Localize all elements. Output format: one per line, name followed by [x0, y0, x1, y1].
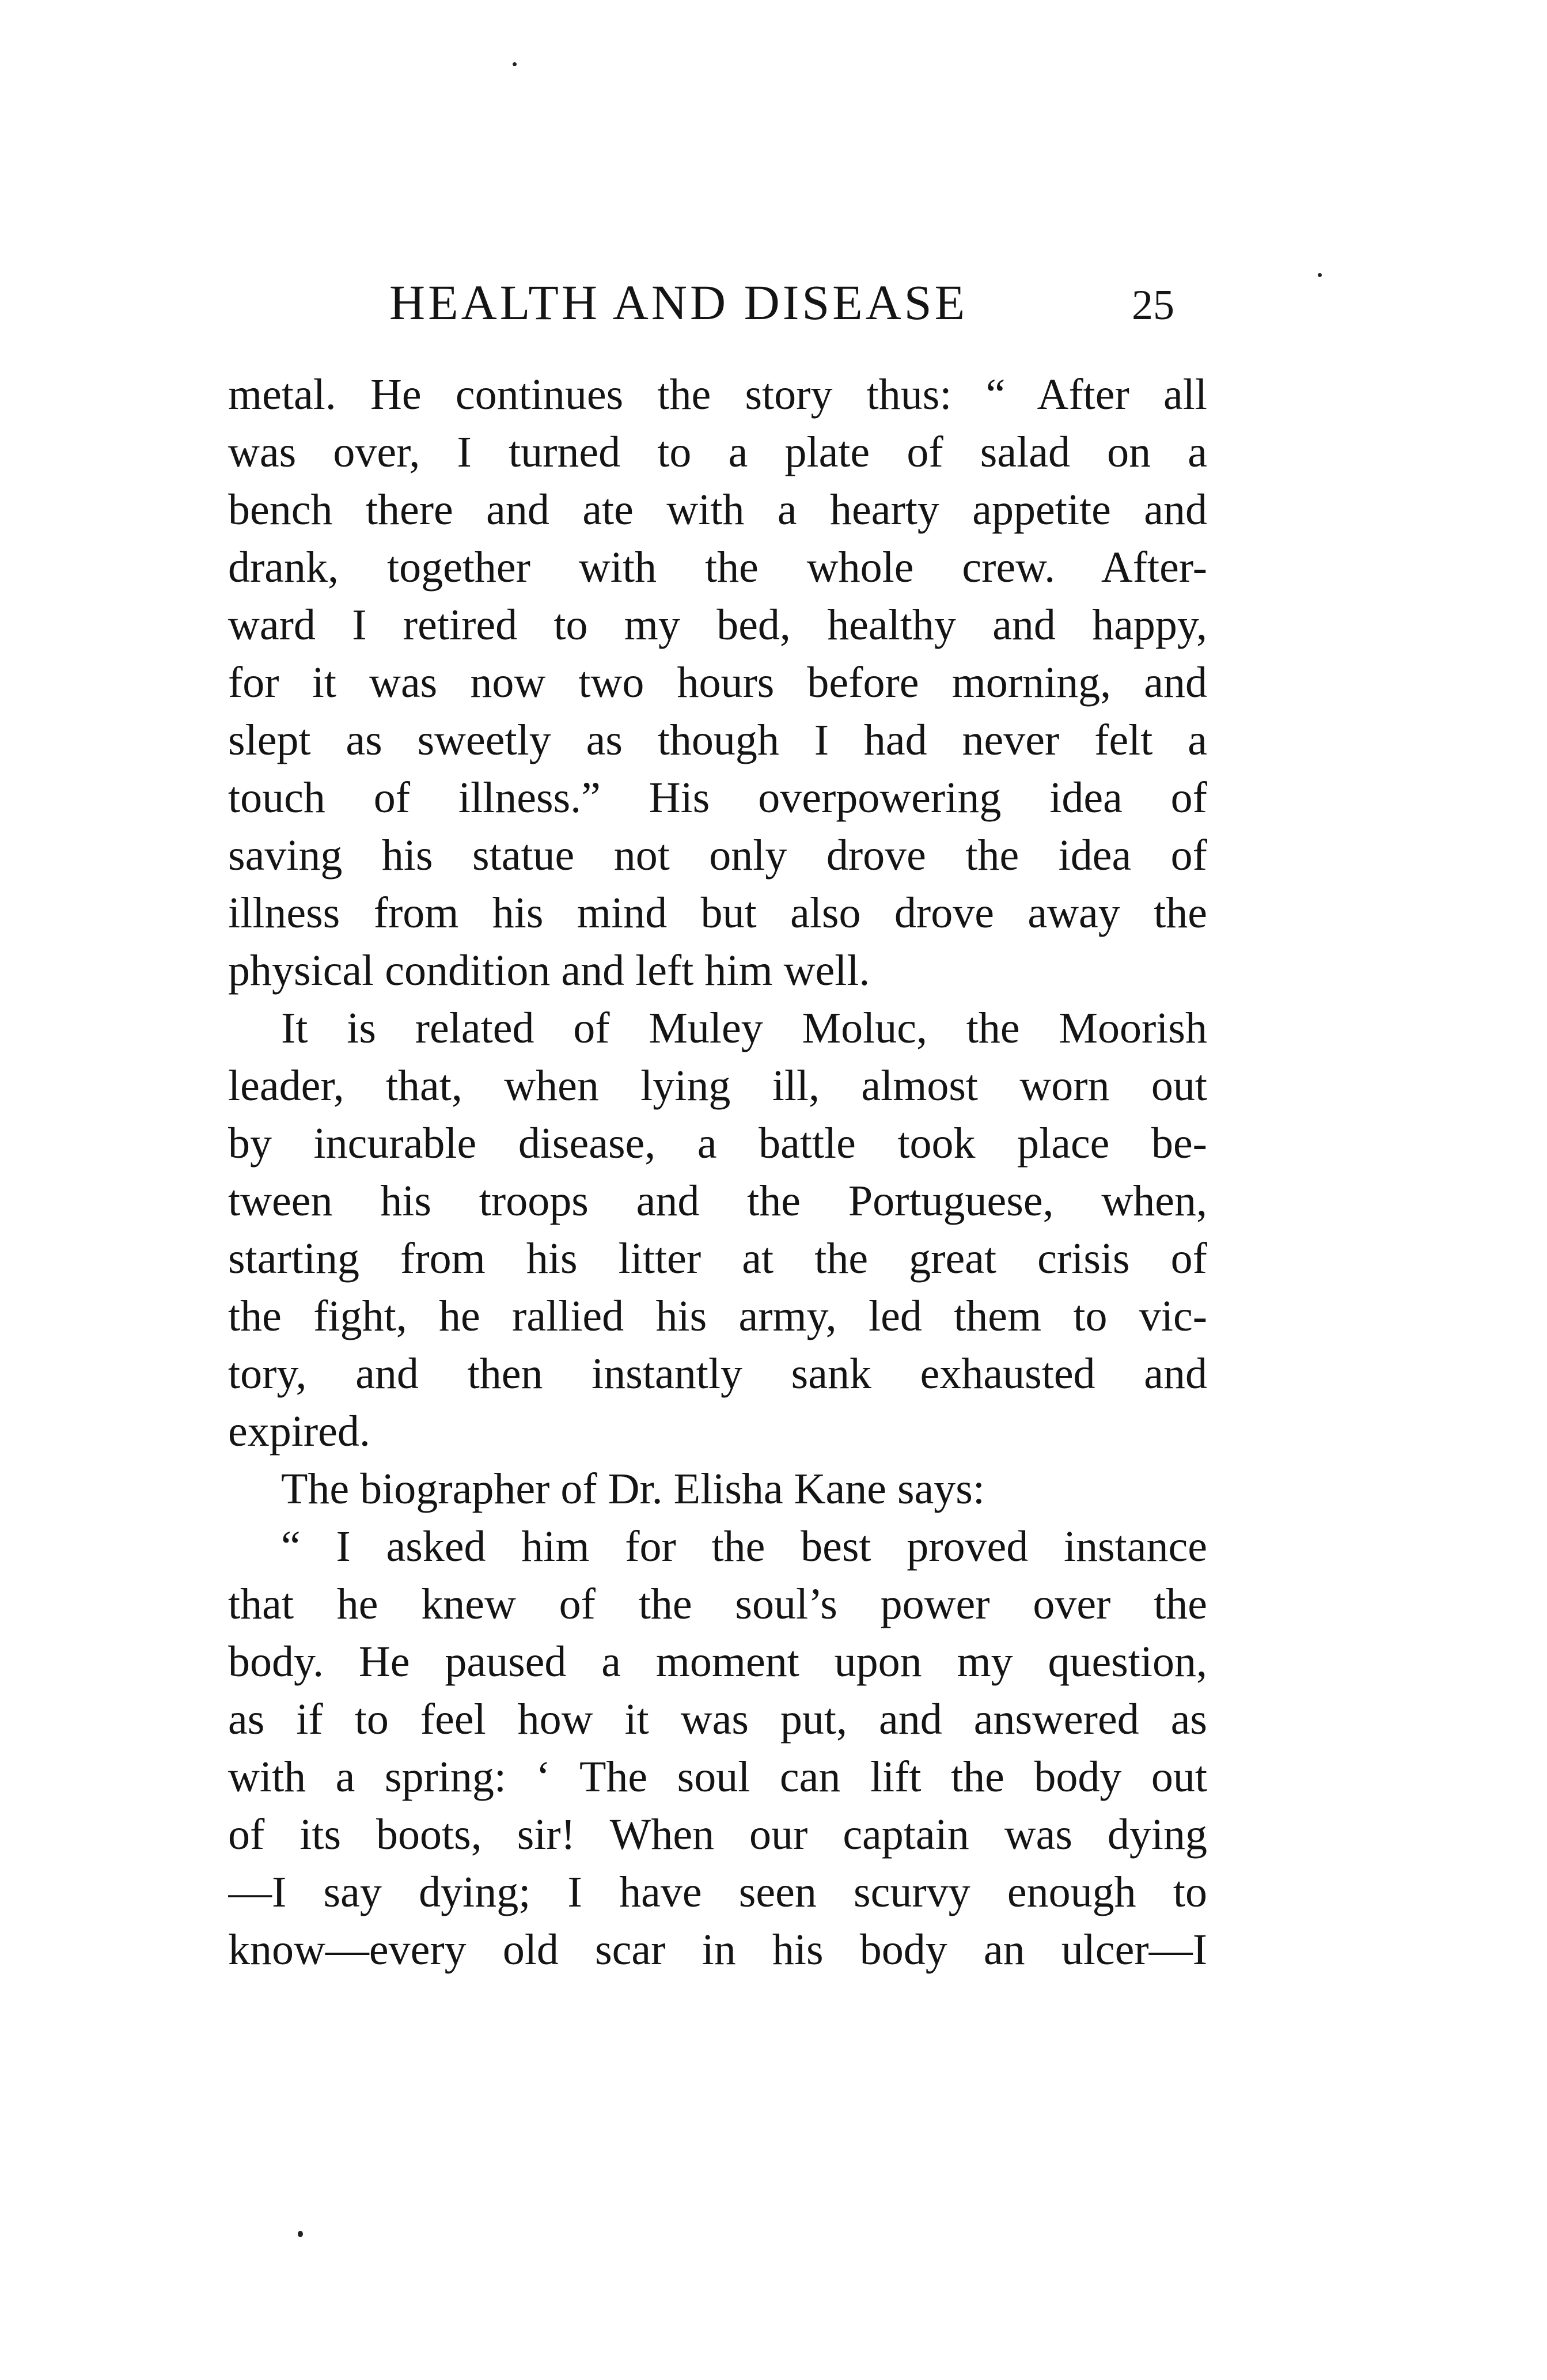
text-line: slept as sweetly as though I had never felt a — [228, 716, 1207, 764]
text-line: ward I retired to my bed, healthy and happy, — [228, 601, 1207, 649]
text-line: tory, and then instantly sank exhausted and — [228, 1350, 1207, 1398]
text-line: touch of illness.” His overpowering idea of — [228, 774, 1207, 822]
text-line: leader, that, when lying ill, almost worn out — [228, 1062, 1207, 1110]
text-line: bench there and ate with a hearty appetite and — [228, 486, 1207, 534]
paragraph-first-line: The biographer of Dr. Elisha Kane says: — [281, 1465, 985, 1513]
text-line: for it was now two hours before morning, and — [228, 658, 1207, 707]
ink-speck-top — [513, 62, 517, 66]
text-line: the fight, he rallied his army, led them to vic- — [228, 1292, 1207, 1340]
text-line: body. He paused a moment upon my question, — [228, 1638, 1207, 1686]
text-line: by incurable disease, a battle took place be- — [228, 1119, 1207, 1168]
text-line: with a spring: ‘ The soul can lift the body out — [228, 1753, 1207, 1801]
text-line: drank, together with the whole crew. After- — [228, 543, 1207, 592]
quotation-first-line: “ I asked him for the best proved instance — [281, 1522, 1207, 1571]
text-line: tween his troops and the Portuguese, when, — [228, 1177, 1207, 1225]
text-line: physical condition and left him well. — [228, 946, 870, 995]
text-line: metal. He continues the story thus: “ After all — [228, 370, 1207, 419]
body-text — [228, 366, 1207, 1979]
page-number: 25 — [1132, 282, 1174, 329]
text-line: —I say dying; I have seen scurvy enough to — [228, 1868, 1207, 1916]
ink-speck-bottom — [298, 2231, 303, 2237]
text-line: starting from his litter at the great crisis of — [228, 1234, 1207, 1283]
page-header — [0, 271, 1547, 334]
text-line: expired. — [228, 1407, 370, 1456]
text-line: know—every old scar in his body an ulcer—I — [228, 1926, 1207, 1974]
text-line: was over, I turned to a plate of salad on a — [228, 428, 1207, 476]
paragraph-first-line: It is related of Muley Moluc, the Moorish — [281, 1004, 1207, 1052]
running-head: HEALTH AND DISEASE — [389, 275, 968, 330]
text-line: saving his statue not only drove the idea of — [228, 831, 1207, 880]
text-line: illness from his mind but also drove away the — [228, 889, 1207, 937]
text-line: as if to feel how it was put, and answered as — [228, 1695, 1207, 1744]
text-line: that he knew of the soul’s power over the — [228, 1580, 1207, 1628]
text-line: of its boots, sir! When our captain was dying — [228, 1810, 1207, 1859]
